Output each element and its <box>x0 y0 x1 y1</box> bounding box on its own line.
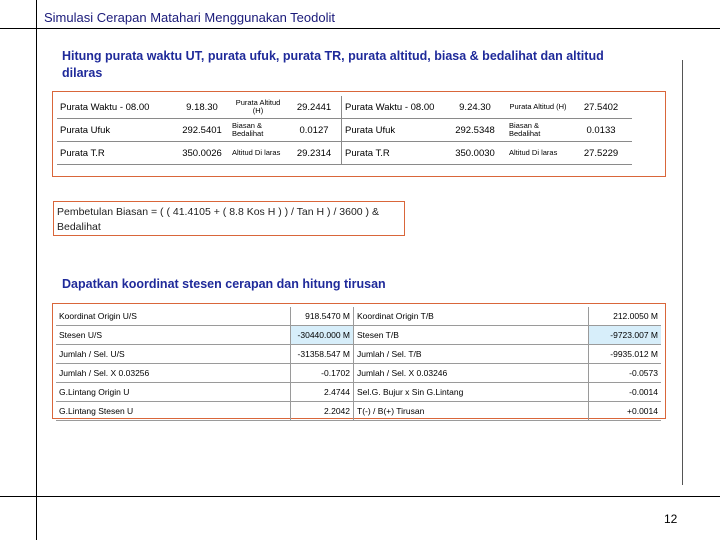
heading-averages: Hitung purata waktu UT, purata ufuk, purata TR, purata altitud, biasa & bedalihat dan altitud dilaras <box>62 49 604 80</box>
coordinates-table <box>56 307 661 421</box>
cell: 2.2042 <box>291 402 354 421</box>
cell: Purata Ufuk <box>342 119 445 142</box>
cell: Sel.G. Bujur x Sin G.Lintang <box>354 383 589 402</box>
cell: G.Lintang Stesen U <box>56 402 291 421</box>
cell: Koordinat Origin U/S <box>56 307 291 326</box>
cell: -31358.547 M <box>291 345 354 364</box>
cell: 212.0050 M <box>589 307 662 326</box>
cell: 292.5348 <box>444 119 506 142</box>
cell: +0.0014 <box>589 402 662 421</box>
cell: Stesen U/S <box>56 326 291 345</box>
page-number: 12 <box>664 512 678 526</box>
cell: Purata Waktu - 08.00 <box>57 96 175 119</box>
cell: Jumlah / Sel. T/B <box>354 345 589 364</box>
cell: Purata Ufuk <box>57 119 175 142</box>
formula-box <box>53 201 405 236</box>
cell: Altitud Di laras <box>229 142 287 165</box>
cell: Purata Altitud (H) <box>229 96 287 119</box>
cell: 27.5402 <box>570 96 632 119</box>
cell: Biasan & Bedalihat <box>506 119 570 142</box>
cell: 350.0030 <box>444 142 506 165</box>
cell: Jumlah / Sel. X 0.03246 <box>354 364 589 383</box>
cell: Stesen T/B <box>354 326 589 345</box>
coordinates-table-box <box>52 303 666 419</box>
cell: -0.0014 <box>589 383 662 402</box>
cell: Jumlah / Sel. U/S <box>56 345 291 364</box>
heading-coordinates: Dapatkan koordinat stesen cerapan dan hitung tirusan <box>62 277 386 291</box>
cell: 9.24.30 <box>444 96 506 119</box>
cell: -0.0573 <box>589 364 662 383</box>
cell: 0.0127 <box>287 119 342 142</box>
cell: -0.1702 <box>291 364 354 383</box>
cell: Koordinat Origin T/B <box>354 307 589 326</box>
cell: 27.5229 <box>570 142 632 165</box>
table-row <box>57 96 632 119</box>
table-row <box>56 307 661 326</box>
averages-table <box>57 96 632 165</box>
cell: T(-) / B(+) Tirusan <box>354 402 589 421</box>
slide-title: Simulasi Cerapan Matahari Menggunakan Teodolit <box>44 10 335 25</box>
cell: 350.0026 <box>175 142 229 165</box>
refraction-formula: Pembetulan Biasan = ( ( 41.4105 + ( 8.8 Kos H ) ) / Tan H ) / 3600 ) & Bedalihat <box>57 206 379 233</box>
table-row <box>57 142 632 165</box>
cell: 292.5401 <box>175 119 229 142</box>
cell: Purata T.R <box>57 142 175 165</box>
cell: Purata T.R <box>342 142 445 165</box>
table-row <box>56 383 661 402</box>
cell: 2.4744 <box>291 383 354 402</box>
table-row <box>57 119 632 142</box>
cell: -30440.000 M <box>291 326 354 345</box>
table-row <box>56 402 661 421</box>
cell: G.Lintang Origin U <box>56 383 291 402</box>
cell: Purata Waktu - 08.00 <box>342 96 445 119</box>
cell: -9935.012 M <box>589 345 662 364</box>
cell: 0.0133 <box>570 119 632 142</box>
top-rule <box>0 28 720 29</box>
left-rule <box>36 0 37 540</box>
table-row <box>56 345 661 364</box>
averages-table-box <box>52 91 666 177</box>
cell: Altitud Di laras <box>506 142 570 165</box>
bottom-rule <box>0 496 720 497</box>
cell: 29.2441 <box>287 96 342 119</box>
table-row <box>56 326 661 345</box>
cell: -9723.007 M <box>589 326 662 345</box>
cell: Biasan & Bedalihat <box>229 119 287 142</box>
cell: Purata Altitud (H) <box>506 96 570 119</box>
table-row <box>56 364 661 383</box>
right-vertical-line <box>682 60 683 485</box>
cell: 29.2314 <box>287 142 342 165</box>
cell: Jumlah / Sel. X 0.03256 <box>56 364 291 383</box>
cell: 918.5470 M <box>291 307 354 326</box>
cell: 9.18.30 <box>175 96 229 119</box>
